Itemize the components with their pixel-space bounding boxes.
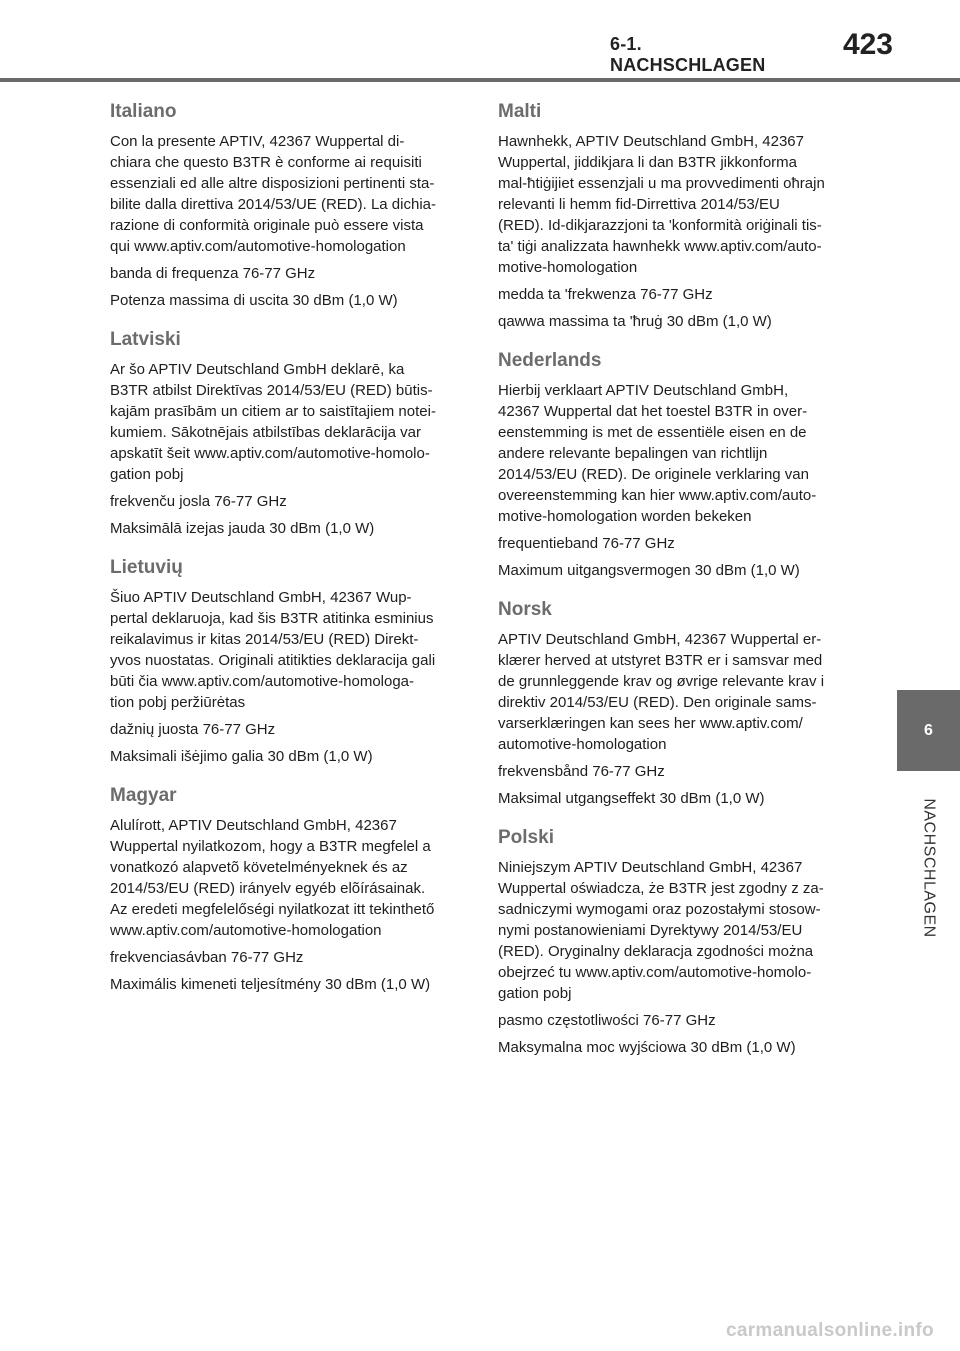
frequency-band: banda di frequenza 76-77 GHz <box>110 265 316 282</box>
text-line: Niniejszym APTIV Deutschland GmbH, 42367 <box>498 859 803 876</box>
text-line: obejrzeć tu www.aptiv.com/automotive-homolo- <box>498 964 812 981</box>
chapter-title: 6-1. NACHSCHLAGEN <box>610 34 766 75</box>
text-line: Hierbij verklaart APTIV Deutschland GmbH, <box>498 382 789 399</box>
text-line: Wuppertal, jiddikjara li dan B3TR jikkonforma <box>498 154 798 171</box>
section-malti <box>498 100 850 332</box>
text-line: bilite dalla direttiva 2014/53/UE (RED). La dichia- <box>110 196 436 213</box>
text-line: (RED). Oryginalny deklaracja zgodności można <box>498 943 814 960</box>
declaration-text <box>110 587 462 713</box>
text-line: nymi postanowieniami Dyrektywy 2014/53/EU <box>498 922 803 939</box>
text-line: Wuppertal nyilatkozom, hogy a B3TR megfelel a <box>110 838 431 855</box>
text-line: andere relevante bepalingen van richtlijn <box>498 445 768 462</box>
text-line: varserklæringen kan sees her www.aptiv.com/ <box>498 715 803 732</box>
section-heading: Nederlands <box>498 350 602 371</box>
text-line: Ar šo APTIV Deutschland GmbH deklarē, ka <box>110 361 405 378</box>
header-divider <box>0 78 960 82</box>
declaration-text <box>498 380 850 527</box>
section-heading: Norsk <box>498 599 552 620</box>
section-heading: Magyar <box>110 785 177 806</box>
declaration-text <box>498 131 850 278</box>
frequency-band: frekvensbånd 76-77 GHz <box>498 763 665 780</box>
frequency-band: frekvenču josla 76-77 GHz <box>110 493 287 510</box>
section-lietuviu <box>110 556 462 767</box>
side-chapter-label-text: NACHSCHLAGEN <box>920 797 938 938</box>
text-line: relevanti li hemm fid-Dirrettiva 2014/53/EU <box>498 196 780 213</box>
watermark: carmanualsonline.info <box>726 1320 934 1341</box>
declaration-text <box>110 131 462 257</box>
max-output-power: Maksimālā izejas jauda 30 dBm (1,0 W) <box>110 520 375 537</box>
text-line: de grunnleggende krav og øvrige relevante krav i <box>498 673 825 690</box>
text-line: apskatīt šeit www.aptiv.com/automotive-homolo- <box>110 445 430 462</box>
text-line: Con la presente APTIV, 42367 Wuppertal di- <box>110 133 405 150</box>
text-line: 42367 Wuppertal dat het toestel B3TR in over- <box>498 403 808 420</box>
section-heading: Malti <box>498 101 542 122</box>
text-line: (RED). Id-dikjarazzjoni ta 'konformità oriġinali tis- <box>498 217 822 234</box>
declaration-text <box>498 857 850 1004</box>
text-line: pertal deklaruoja, kad šis B3TR atitinka esminius <box>110 610 434 627</box>
section-heading: Latviski <box>110 329 181 350</box>
text-line: chiara che questo B3TR è conforme ai requisiti <box>110 154 422 171</box>
text-line: sadniczymi wymogami oraz pozostałymi stosow- <box>498 901 821 918</box>
text-line: razione di conformità originale può essere vista <box>110 217 424 234</box>
frequency-band: frequentieband 76-77 GHz <box>498 535 675 552</box>
section-nederlands <box>498 349 850 581</box>
section-norsk <box>498 598 850 809</box>
text-line: Wuppertal oświadcza, że B3TR jest zgodny z za- <box>498 880 824 897</box>
section-heading: Polski <box>498 827 554 848</box>
text-line: vonatkozó alapvetõ követelményeknek és az <box>110 859 408 876</box>
right-column <box>498 100 850 1075</box>
text-line: reikalavimus ir kitas 2014/53/EU (RED) Direkt- <box>110 631 419 648</box>
text-line: 2014/53/EU (RED) irányelv egyéb elõírásainak. <box>110 880 426 897</box>
text-line: qui www.aptiv.com/automotive-homologation <box>110 238 406 255</box>
section-heading: Lietuvių <box>110 557 183 578</box>
max-output-power: Maksimali išėjimo galia 30 dBm (1,0 W) <box>110 748 373 765</box>
text-line: www.aptiv.com/automotive-homologation <box>110 922 382 939</box>
section-italiano <box>110 100 462 311</box>
max-output-power: Maximum uitgangsvermogen 30 dBm (1,0 W) <box>498 562 800 579</box>
text-line: Hawnhekk, APTIV Deutschland GmbH, 42367 <box>498 133 804 150</box>
section-polski <box>498 826 850 1058</box>
text-line: automotive-homologation <box>498 736 667 753</box>
max-output-power: qawwa massima ta 'ħruġ 30 dBm (1,0 W) <box>498 313 772 330</box>
frequency-band: pasmo częstotliwości 76-77 GHz <box>498 1012 716 1029</box>
chapter-tab: 6 <box>897 690 960 771</box>
text-line: eenstemming is met de essentiële eisen en de <box>498 424 807 441</box>
text-line: 2014/53/EU (RED). De originele verklaring van <box>498 466 809 483</box>
declaration-text <box>110 359 462 485</box>
text-line: klærer herved at utstyret B3TR er i samsvar med <box>498 652 823 669</box>
text-line: kajām prasībām un citiem ar to saistītajiem notei- <box>110 403 436 420</box>
max-output-power: Maksymalna moc wyjściowa 30 dBm (1,0 W) <box>498 1039 796 1056</box>
frequency-band: medda ta 'frekwenza 76-77 GHz <box>498 286 713 303</box>
text-line: Alulírott, APTIV Deutschland GmbH, 42367 <box>110 817 397 834</box>
text-line: yvos nuostatas. Originali atitikties deklaracija gali <box>110 652 436 669</box>
text-line: tion pobj peržiūrėtas <box>110 694 246 711</box>
text-line: Az eredeti megfelelőségi nyilatkozat itt tekinthető <box>110 901 435 918</box>
text-line: gation pobj <box>110 466 184 483</box>
section-latviski <box>110 328 462 539</box>
text-line: motive-homologation worden bekeken <box>498 508 752 525</box>
section-heading: Italiano <box>110 101 177 122</box>
text-line: direktiv 2014/53/EU (RED). Den originale sams- <box>498 694 817 711</box>
max-output-power: Maksimal utgangseffekt 30 dBm (1,0 W) <box>498 790 765 807</box>
text-line: kumiem. Sākotnējais atbilstības deklarācija var <box>110 424 421 441</box>
section-magyar <box>110 784 462 995</box>
text-line: B3TR atbilst Direktīvas 2014/53/EU (RED) būtis- <box>110 382 433 399</box>
frequency-band: frekvenciasávban 76-77 GHz <box>110 949 304 966</box>
text-line: motive-homologation <box>498 259 638 276</box>
text-line: mal-ħtiġijiet essenzjali u ma provvedimenti oħrajn <box>498 175 825 192</box>
left-column <box>110 100 462 1012</box>
text-line: gation pobj <box>498 985 572 1002</box>
text-line: APTIV Deutschland GmbH, 42367 Wuppertal er- <box>498 631 822 648</box>
text-line: overeenstemming kan hier www.aptiv.com/auto- <box>498 487 817 504</box>
max-output-power: Potenza massima di uscita 30 dBm (1,0 W) <box>110 292 398 309</box>
max-output-power: Maximális kimeneti teljesítmény 30 dBm (1,0 W) <box>110 976 431 993</box>
page-number: 423 <box>842 28 893 61</box>
text-line: būti čia www.aptiv.com/automotive-homologa- <box>110 673 415 690</box>
text-line: Šiuo APTIV Deutschland GmbH, 42367 Wup- <box>110 589 412 606</box>
text-line: ta' tiġi analizzata hawnhekk www.aptiv.com/auto- <box>498 238 822 255</box>
side-chapter-label <box>897 785 960 950</box>
declaration-text <box>110 815 462 941</box>
declaration-text <box>498 629 850 755</box>
frequency-band: dažnių juosta 76-77 GHz <box>110 721 276 738</box>
text-line: essenziali ed alle altre disposizioni pertinenti sta- <box>110 175 435 192</box>
